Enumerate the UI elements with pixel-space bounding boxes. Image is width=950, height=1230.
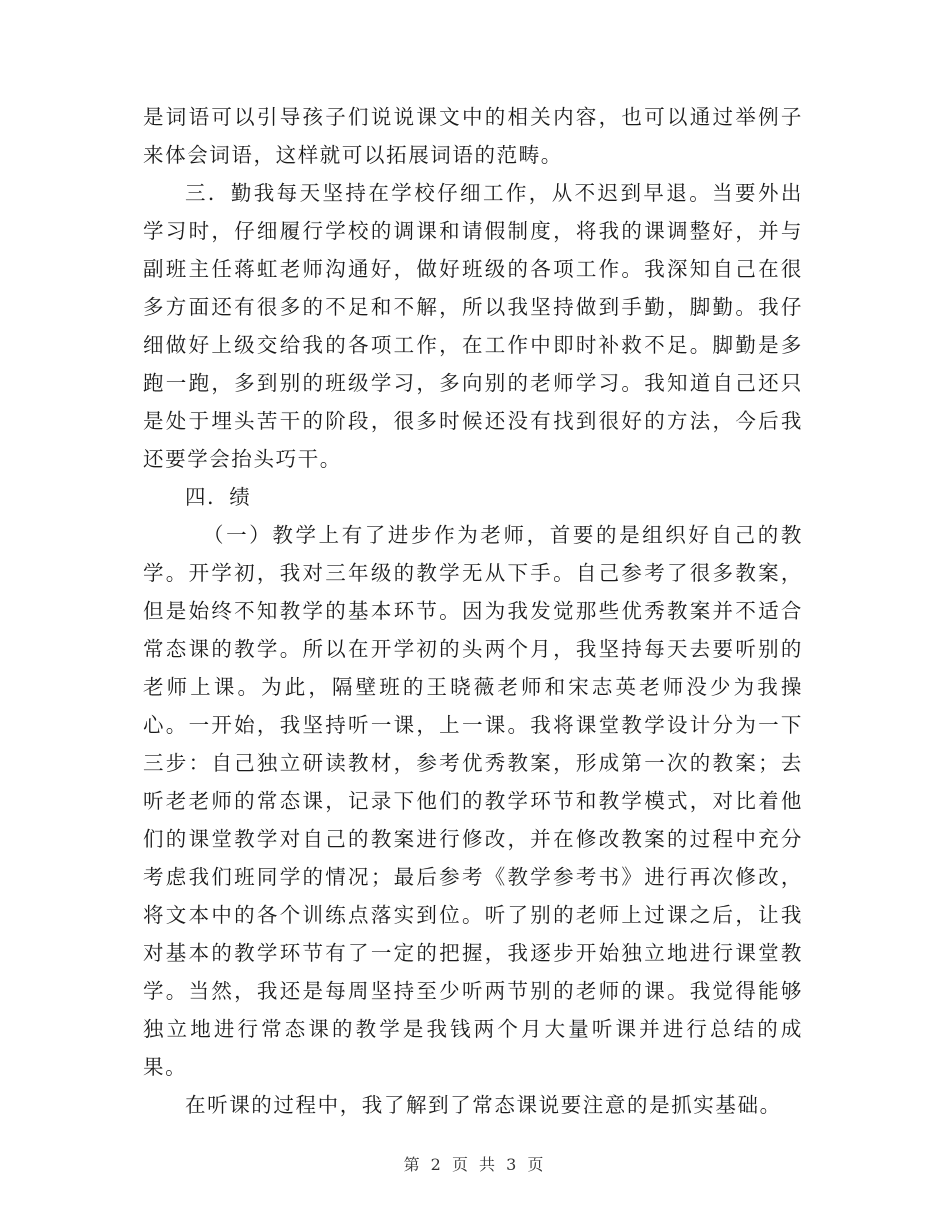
page-number-footer: 第 2 页 共 3 页	[403, 1155, 547, 1174]
paragraph-continuation: 是词语可以引导孩子们说说课文中的相关内容，也可以通过举例子来体会词语，这样就可以拓展词语的范畴。	[143, 105, 803, 167]
paragraph-section-three: 三．勤我每天坚持在学校仔细工作，从不迟到早退。当要外出学习时，仔细履行学校的调课和请假制度，将我的课调整好，并与副班主任蒋虹老师沟通好，做好班级的各项工作。我深知自己在很多方面还有很多的不足和不解，所以我坚持做到手勤，脚勤。我仔细做好上级交给我的各项工作，在工作中即时补救不足。脚勤是多跑一跑，多到别的班级学习，多向别的老师学习。我知道自己还只是处于埋头苦干的阶段，很多时候还没有找到很好的方法，今后我还要学会抬头巧干。	[143, 181, 803, 471]
document-body	[143, 98, 803, 1124]
paragraph-listening: 在听课的过程中，我了解到了常态课说要注意的是抓实基础。	[185, 1093, 782, 1117]
paragraph-subsection-one: （一）教学上有了进步作为老师，首要的是组织好自己的教学。开学初，我对三年级的教学无从下手。自己参考了很多教案，但是始终不知教学的基本环节。因为我发觉那些优秀教案并不适合常态课的教学。所以在开学初的头两个月，我坚持每天去要听别的老师上课。为此，隔壁班的王晓薇老师和宋志英老师没少为我操心。一开始，我坚持听一课，上一课。我将课堂教学设计分为一下三步：自己独立研读教材，参考优秀教案，形成第一次的教案；去听老老师的常态课，记录下他们的教学环节和教学模式，对比着他们的课堂教学对自己的教案进行修改，并在修改教案的过程中充分考虑我们班同学的情况；最后参考《教学参考书》进行再次修改，将文本中的各个训练点落实到位。听了别的老师上过课之后，让我对基本的教学环节有了一定的把握，我逐步开始独立地进行课堂教学。当然，我还是每周坚持至少听两节别的老师的课。我觉得能够独立地进行常态课的教学是我钱两个月大量听课并进行总结的成果。	[143, 523, 803, 1079]
section-heading-four: 四．绩	[185, 485, 252, 509]
